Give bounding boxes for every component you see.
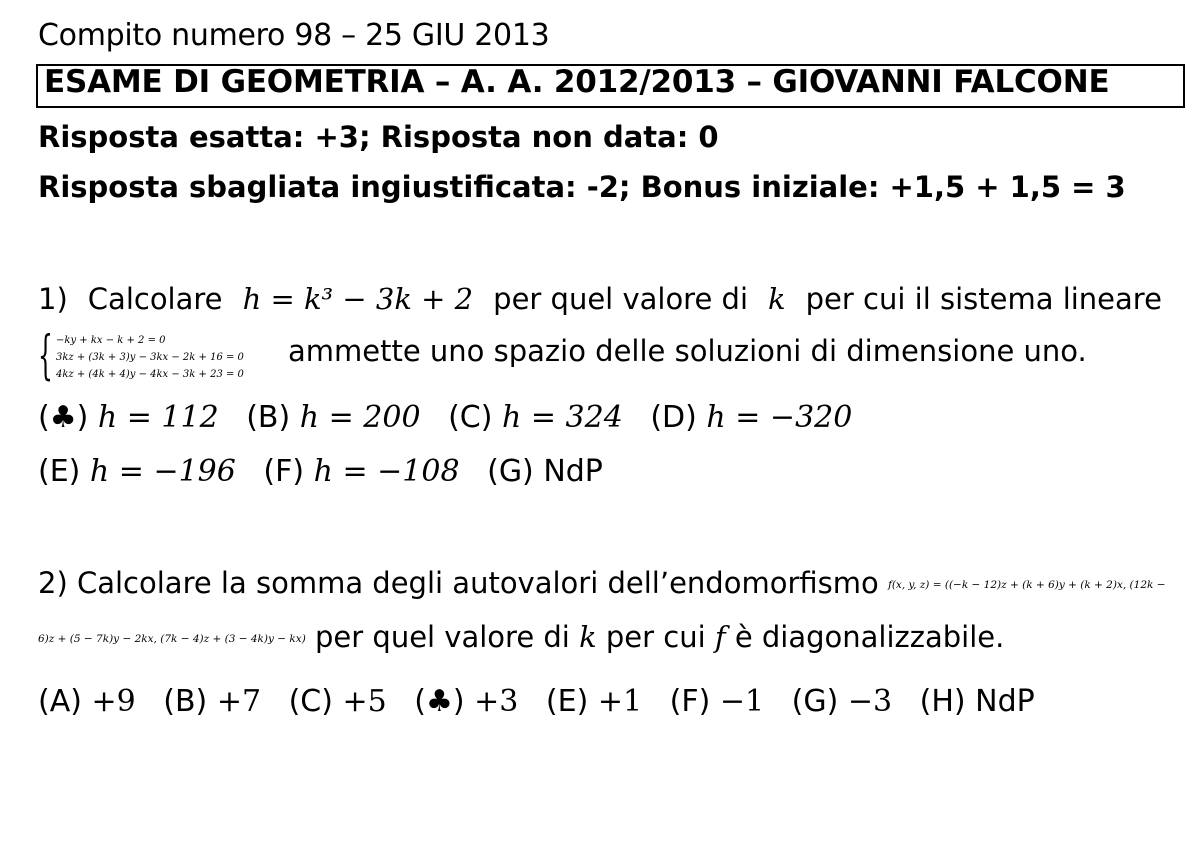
- endomorphism-formula-part-1: f(x, y, z) = ((−k − 12)z + (k + 6)y + (k + 2)x, (12k −: [887, 579, 1166, 591]
- answer-option: (C) h = 324: [448, 400, 623, 435]
- scoring-rules-1: Risposta esatta: +3; Risposta non data: 0: [38, 120, 719, 154]
- question-2-text-a: per quel valore di: [315, 620, 570, 654]
- question-1-word: Calcolare: [87, 282, 223, 316]
- question-1-text-a: per quel valore di: [493, 282, 748, 316]
- exam-number: Compito numero 98 – 25 GIU 2013: [38, 18, 550, 53]
- answer-option: (E) +1: [545, 684, 643, 719]
- answer-option: (C) +5: [288, 684, 387, 719]
- endomorphism-formula-part-2: 6)z + (5 − 7k)y − 2kx, (7k − 4)z + (3 − 4k)y − kx): [38, 633, 306, 645]
- question-1-text-b: per cui il sistema lineare: [805, 282, 1162, 316]
- question-1-options-row-2: [38, 454, 621, 489]
- question-2-text-c: è diagonalizzabile.: [734, 620, 1005, 654]
- answer-option: (G) NdP: [487, 454, 603, 489]
- question-2-statement-cont: [38, 620, 1004, 654]
- answer-option: (A) +9: [38, 684, 136, 719]
- equation-3: 4kz + (4k + 4)y − 4kx − 3k + 23 = 0: [56, 369, 244, 380]
- question-1-statement: [38, 282, 1162, 316]
- question-2-variable-k: k: [579, 620, 597, 654]
- answer-option: (H) NdP: [919, 684, 1035, 719]
- answer-option: (E) h = −196: [38, 454, 236, 489]
- scoring-rules-2: Risposta sbagliata ingiustificata: -2; Bonus iniziale: +1,5 + 1,5 = 3: [38, 170, 1126, 204]
- exam-title: ESAME DI GEOMETRIA – A. A. 2012/2013 – GIOVANNI FALCONE: [44, 64, 1110, 100]
- question-2-text-b: per cui: [605, 620, 706, 654]
- question-1-tail: ammette uno spazio delle soluzioni di dimensione uno.: [288, 334, 1087, 368]
- question-2-intro: 2) Calcolare la somma degli autovalori dell’endomorfismo: [38, 566, 879, 600]
- question-1-options-row-1: [38, 400, 870, 435]
- question-1-number: 1): [38, 282, 68, 316]
- answer-option: (B) h = 200: [246, 400, 421, 435]
- question-2-options: [38, 684, 1053, 719]
- answer-option: (♣) h = 112: [38, 400, 219, 435]
- question-1-variable: k: [768, 282, 786, 316]
- answer-option: (G) −3: [791, 684, 893, 719]
- answer-option: (D) h = −320: [650, 400, 853, 435]
- answer-option: (B) +7: [163, 684, 262, 719]
- question-1-formula: h = k³ − 3k + 2: [242, 282, 474, 316]
- question-2-variable-f: f: [714, 620, 726, 654]
- answer-option: (F) −1: [669, 684, 765, 719]
- answer-option: (F) h = −108: [263, 454, 460, 489]
- system-equations: [56, 332, 244, 383]
- question-2-statement: [38, 566, 1166, 600]
- equation-2: 3kz + (3k + 3)y − 3kx − 2k + 16 = 0: [56, 352, 244, 363]
- equation-1: −ky + kx − k + 2 = 0: [56, 335, 166, 346]
- system-brace: {: [38, 326, 53, 386]
- answer-option: (♣) +3: [414, 684, 519, 719]
